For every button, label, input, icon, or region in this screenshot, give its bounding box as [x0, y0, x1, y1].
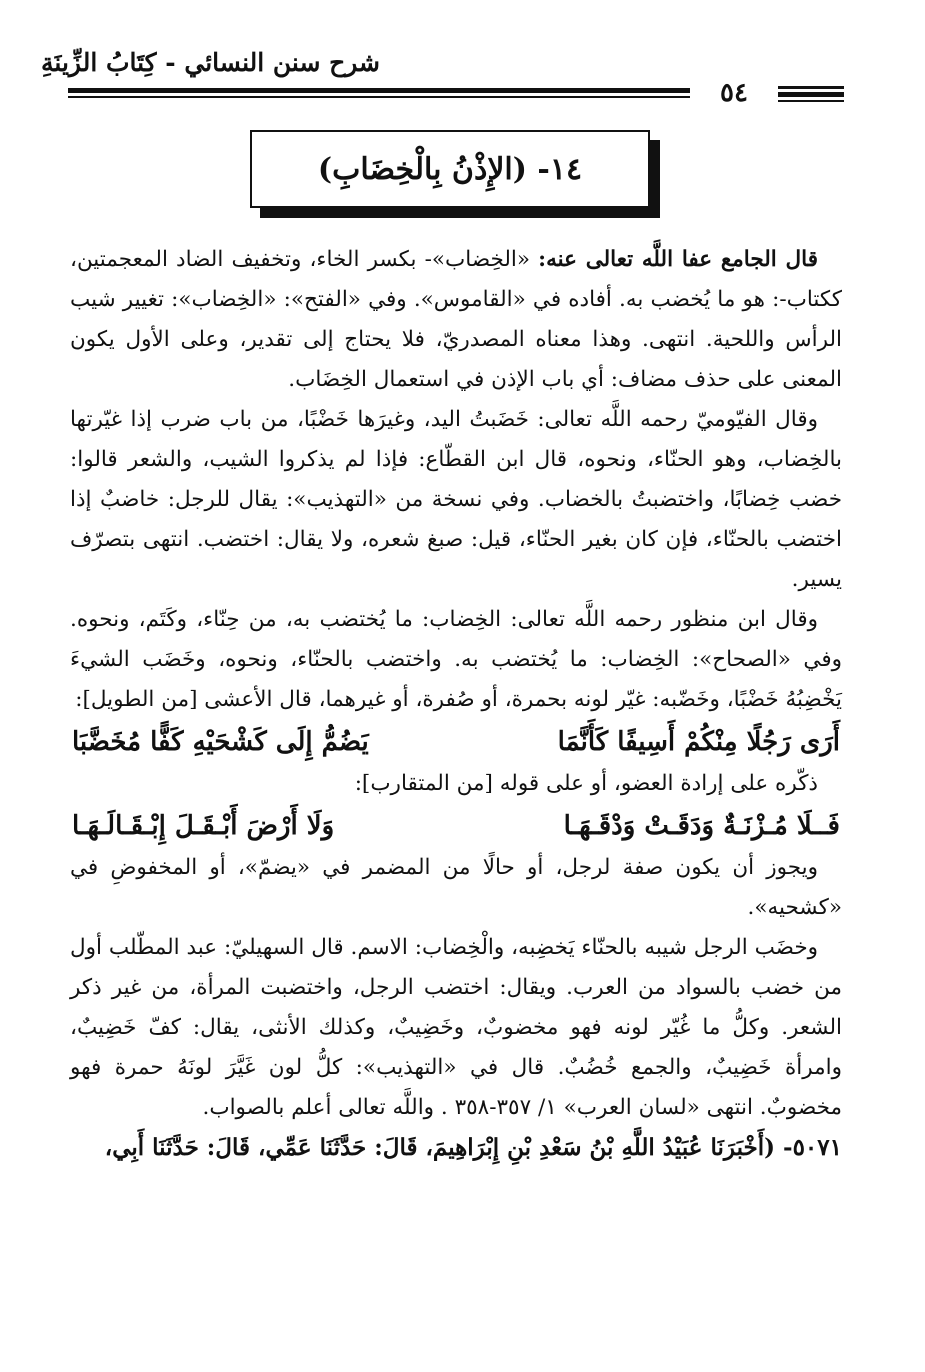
paragraph-5: وخضَب الرجل شيبه بالحنّاء يَخضِبه، والْخِضاب: الاسم. قال السهيليّ: عبد المطّلب أول من خضب بالسواد من العرب. ويقال: اختضب الرجل، واختضبت المرأة، من غير ذكر الشعر. وكلُّ ما غُيّر لونه فهو مخضوبٌ، وخَضِيبٌ، وكذلك الأنثى، يقال: كفّ خَضِيبٌ، وامرأة خَضِيبٌ، والجمع خُضُبٌ. قال في «التهذيب»: كلُّ لون غَيَّرَ لونَهُ حمرة فهو مخضوبٌ. انتهى «لسان العرب» ١/ ٣٥٧-٣٥٨ . واللَّه تعالى أعلم بالصواب.	[70, 935, 842, 1120]
header-rule-thin	[68, 96, 690, 98]
hadith-heading: ٥٠٧١- (أَخْبَرَنَا عُبَيْدُ اللَّهِ بْنُ سَعْدِ بْنِ إِبْرَاهِيمَ، قَالَ: حَدَّثَنَا عَمِّي، قَالَ: حَدَّثَنَا أَبِي،	[104, 1134, 842, 1161]
paragraph-lead: قال الجامع عفا اللَّه تعالى عنه:	[538, 247, 818, 272]
verse-hemistich-left: وَلَا أَرْضَ أَبْـقَـلَ إِبْـقَـالَـهَـا	[72, 811, 335, 841]
running-title: شرح سنن النسائي - كِتَابُ الزِّينَةِ	[41, 48, 380, 77]
verse-hemistich-right: أَرَى رَجُلًا مِنْكُمْ أَسِيفًا كَأَنَّمَا	[557, 727, 840, 757]
verse-commentary: ذكّره على إرادة العضو، أو على قوله [من المتقارب]:	[354, 771, 818, 796]
chapter-heading-box	[250, 130, 650, 208]
page-header	[0, 0, 925, 110]
verse-hemistich-left: يَضُمُّ إِلَى كَشْحَيْهِ كَفًّا مُخَضَّبَا	[72, 727, 369, 757]
page-number-rule-bottom	[778, 100, 844, 102]
paragraph-text: «الخِضاب»- بكسر الخاء، وتخفيف الضاد المعجمتين، ككتاب-: هو ما يُخضب به. أفاده في «القاموس». وفي «الفتح»: «الخِضاب»: تغيير شيب الرأس واللحية. انتهى. وهذا معناه المصدريّ، فلا يحتاج إلى تقدير، وعلى الأول يكون المعنى على حذف مضاف: أي باب الإذن في استعمال الخِضَاب.	[70, 247, 842, 392]
header-rule-thick	[68, 88, 690, 93]
poetry-verse-2	[70, 804, 842, 848]
chapter-title: ١٤- (الإِذْنُ بِالْخِضَابِ)	[317, 151, 583, 187]
page-number-rule-top	[778, 86, 844, 89]
paragraph-3: وقال ابن منظور رحمه اللَّه تعالى: الخِضاب: ما يُختضب به، من حِنّاء، وكَتَم، ونحوه. وفي «الصحاح»: الخِضاب: ما يُختضب به. واختضب بالحنّاء، ونحوه، وخَضَب الشيءَ يَخْضِبُهُ خَضْبًا، وخَضّبه: غيّر لونه بحمرة، أو صُفرة، أو غيرهما، قال الأعشى [من الطويل]:	[70, 607, 842, 712]
poetry-verse-1	[70, 720, 842, 764]
verse-hemistich-right: فَــلَا مُـزْنَـةٌ وَدَقَـتْ وَدْقَـهَـا	[563, 811, 840, 841]
body-text	[70, 240, 842, 1168]
paragraph-4: ويجوز أن يكون صفة لرجل، أو حالًا من المضمر في «يضمّ»، أو المخفوضِ في «كشحيه».	[70, 855, 842, 920]
paragraph-2: وقال الفيّوميّ رحمه اللَّه تعالى: خَضَبتُ اليد، وغيرَها خَضْبًا، من باب ضرب إذا غيّرتها بالخِضاب، وهو الحنّاء، ونحوه، قال ابن القطّاع: فإذا لم يذكروا الشيب، والشعر قالوا: خضب خِضابًا، واختضبتُ بالخضاب. وفي نسخة من «التهذيب»: يقال للرجل: خاضبٌ إذا اختضب بالحنّاء، فإن كان بغير الحنّاء، قيل: صبغ شعره، ولا يقال: اختضب. انتهى بتصرّف يسير.	[70, 407, 842, 592]
page-number: ٥٤	[720, 78, 748, 108]
paragraph-1	[70, 240, 842, 400]
page-number-rule-mid	[778, 92, 844, 97]
